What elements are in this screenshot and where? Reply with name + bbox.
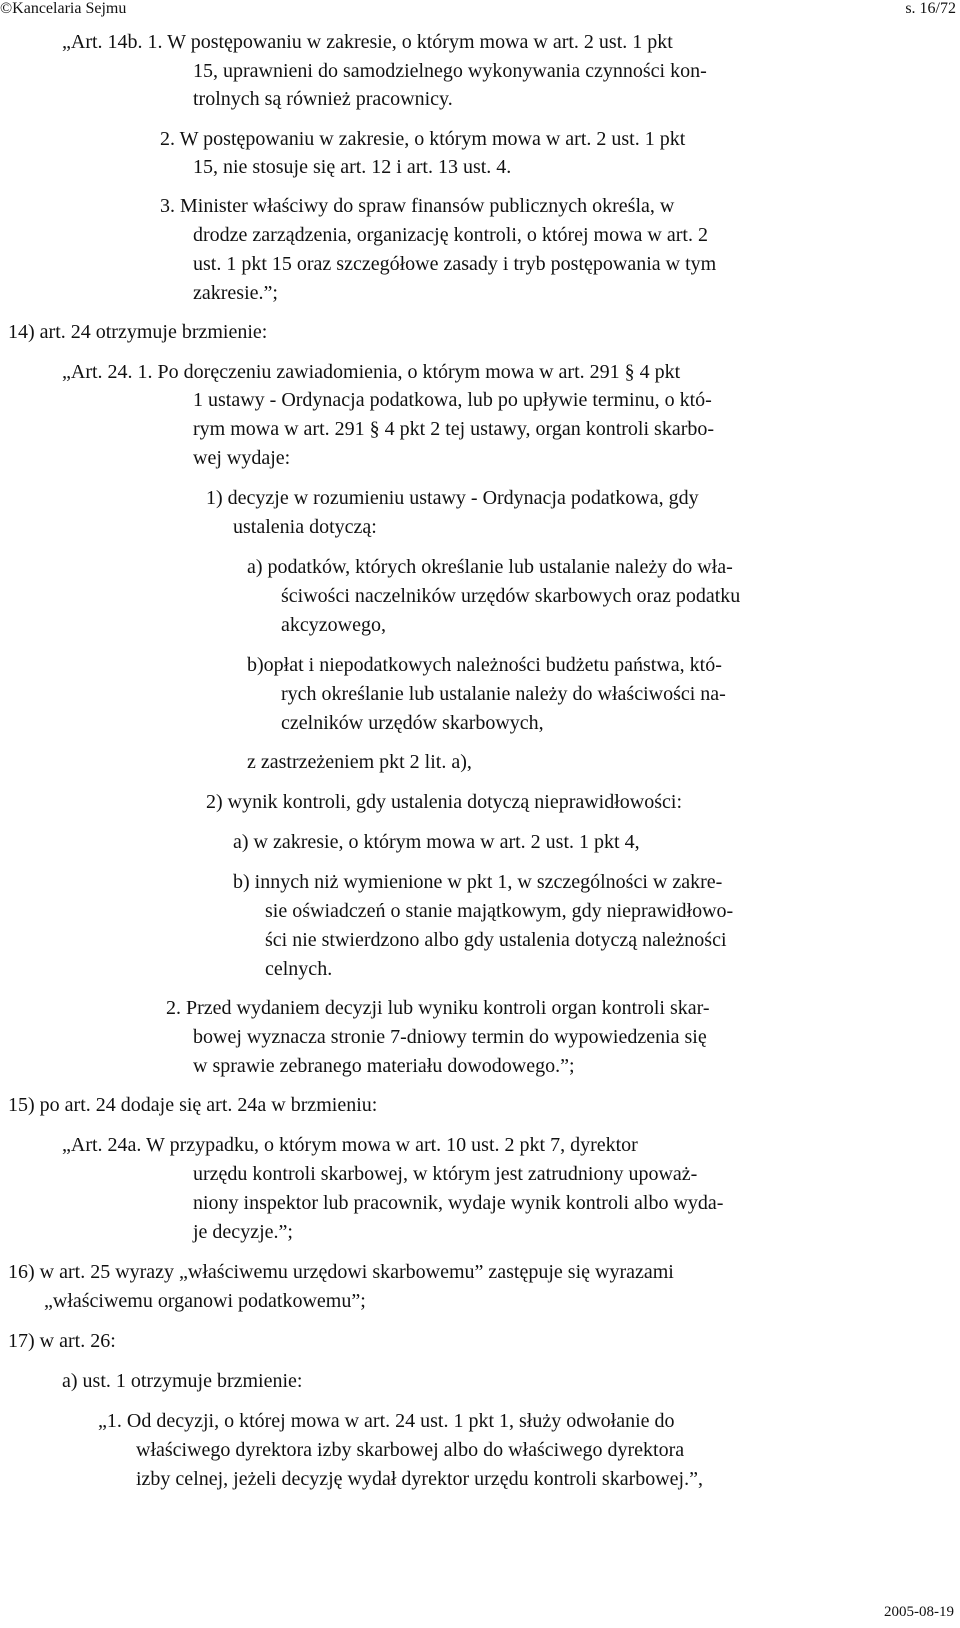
text-line: 16) w art. 25 wyrazy „właściwemu urzędowi skarbowemu” zastępuje się wyrazami [8,1261,674,1283]
text-line: a) podatków, których określanie lub ustalanie należy do wła- [247,556,733,578]
text-line: 14) art. 24 otrzymuje brzmienie: [8,321,268,343]
text-line: izby celnej, jeżeli decyzję wydał dyrektor urzędu kontroli skarbowej.”, [136,1468,703,1490]
text-line: urzędu kontroli skarbowej, w którym jest zatrudniony upoważ- [193,1163,698,1185]
text-line: w sprawie zebranego materiału dowodowego.”; [193,1055,575,1077]
text-line: drodze zarządzenia, organizację kontroli, o której mowa w art. 2 [193,224,708,246]
text-line: trolnych są również pracownicy. [193,88,453,110]
text-line: właściwego dyrektora izby skarbowej albo do właściwego dyrektora [136,1439,685,1461]
text-line: rym mowa w art. 291 § 4 pkt 2 tej ustawy, organ kontroli skarbo- [193,418,715,440]
text-line: 3. Minister właściwy do spraw finansów publicznych określa, w [160,195,675,217]
text-line: b) innych niż wymienione w pkt 1, w szczególności w zakre- [233,871,723,893]
text-line: 15) po art. 24 dodaje się art. 24a w brzmieniu: [8,1094,378,1116]
text-line: ściwości naczelników urzędów skarbowych oraz podatku [281,585,741,607]
text-line: „Art. 14b. 1. W postępowaniu w zakresie, o którym mowa w art. 2 ust. 1 pkt [62,31,673,53]
text-line: bowej wyznacza stronie 7-dniowy termin do wypowiedzenia się [193,1026,707,1048]
text-line: je decyzje.”; [193,1221,293,1243]
footer-date: 2005-08-19 [884,1604,954,1620]
text-line: „Art. 24a. W przypadku, o którym mowa w art. 10 ust. 2 pkt 7, dyrektor [62,1134,638,1156]
text-line: 15, uprawnieni do samodzielnego wykonywania czynności kon- [193,60,707,82]
text-line: ust. 1 pkt 15 oraz szczegółowe zasady i tryb postępowania w tym [193,253,717,275]
text-line: akcyzowego, [281,614,386,636]
text-line: ustalenia dotyczą: [233,516,377,538]
text-line: „Art. 24. 1. Po doręczeniu zawiadomienia, o którym mowa w art. 291 § 4 pkt [62,361,681,383]
text-line: z zastrzeżeniem pkt 2 lit. a), [247,751,472,773]
text-line: rych określanie lub ustalanie należy do właściwości na- [281,683,726,705]
text-line: a) w zakresie, o którym mowa w art. 2 ust. 1 pkt 4, [233,831,640,853]
text-line: ści nie stwierdzono albo gdy ustalenia dotyczą należności [265,929,727,951]
text-line: „1. Od decyzji, o której mowa w art. 24 ust. 1 pkt 1, służy odwołanie do [98,1410,675,1432]
text-line: celnych. [265,958,333,980]
text-line: b)opłat i niepodatkowych należności budżetu państwa, któ- [247,654,722,676]
text-line: czelników urzędów skarbowych, [281,712,544,734]
text-line: sie oświadczeń o stanie majątkowym, gdy nieprawidłowo- [265,900,734,922]
text-line: 17) w art. 26: [8,1330,116,1352]
text-line: zakresie.”; [193,282,278,304]
text-line: 2) wynik kontroli, gdy ustalenia dotyczą nieprawidłowości: [206,791,683,813]
text-line: 1 ustawy - Ordynacja podatkowa, lub po upływie terminu, o któ- [193,389,712,411]
text-line: wej wydaje: [193,447,291,469]
header-left: ©Kancelaria Sejmu [0,0,127,17]
text-line: „właściwemu organowi podatkowemu”; [44,1290,366,1312]
text-line: 2. Przed wydaniem decyzji lub wyniku kontroli organ kontroli skar- [166,997,710,1019]
text-line: 2. W postępowaniu w zakresie, o którym mowa w art. 2 ust. 1 pkt [160,128,686,150]
text-line: a) ust. 1 otrzymuje brzmienie: [62,1370,303,1392]
text-line: 15, nie stosuje się art. 12 i art. 13 ust. 4. [193,156,512,178]
text-line: niony inspektor lub pracownik, wydaje wynik kontroli albo wyda- [193,1192,724,1214]
header-right: s. 16/72 [905,0,956,17]
text-line: 1) decyzje w rozumieniu ustawy - Ordynacja podatkowa, gdy [206,487,699,509]
